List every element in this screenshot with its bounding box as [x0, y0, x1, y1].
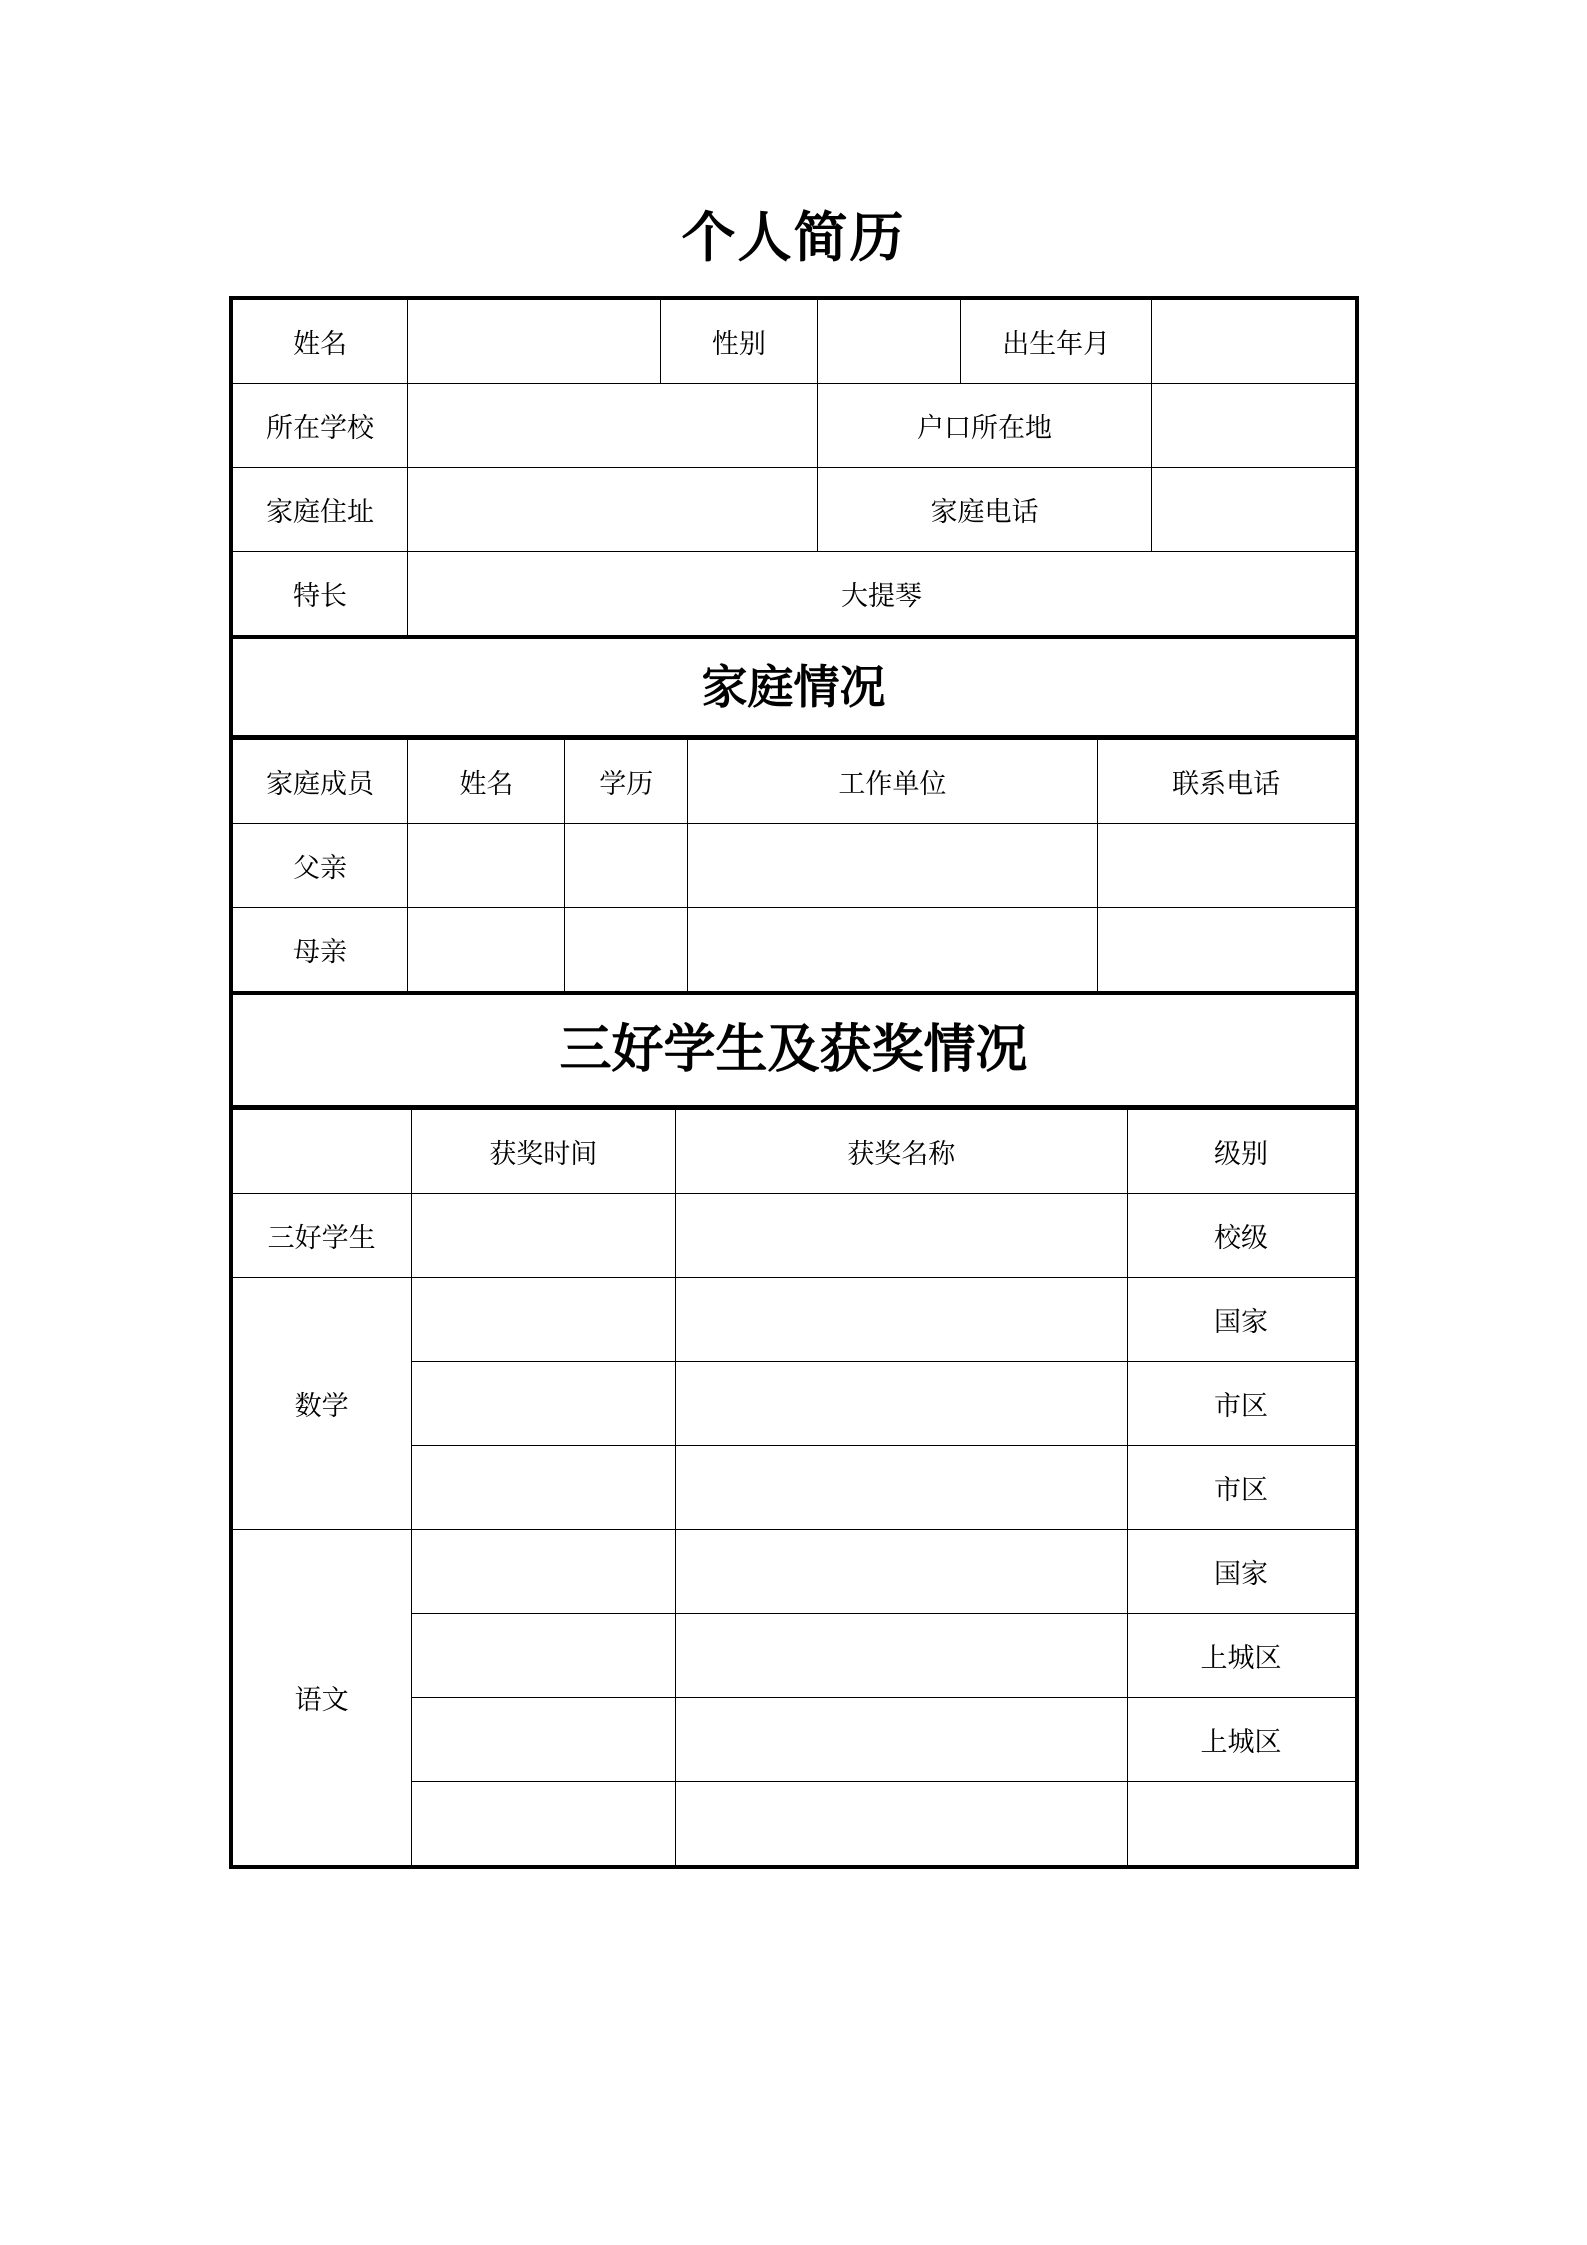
- cell-member-father: 父亲: [231, 824, 408, 908]
- label-gender: 性别: [660, 298, 817, 384]
- field-father-name[interactable]: [408, 824, 565, 908]
- header-award-level: 级别: [1127, 1110, 1356, 1194]
- field-mother-name[interactable]: [408, 908, 565, 994]
- field-award-name-1[interactable]: [675, 1278, 1127, 1362]
- table-header-row: [231, 740, 1357, 824]
- field-mother-workplace[interactable]: [688, 908, 1097, 994]
- table-header-row: [231, 1110, 1357, 1194]
- field-award-date-6[interactable]: [411, 1698, 675, 1782]
- form-container: [229, 296, 1359, 1869]
- cell-award-level-4: 国家: [1127, 1530, 1356, 1614]
- label-school: 所在学校: [231, 384, 408, 468]
- field-mother-education[interactable]: [565, 908, 688, 994]
- cell-category-merit-student: 三好学生: [231, 1194, 412, 1278]
- field-father-workplace[interactable]: [688, 824, 1097, 908]
- table-row: [231, 298, 1357, 384]
- field-household[interactable]: [1152, 384, 1357, 468]
- field-award-date-7[interactable]: [411, 1782, 675, 1868]
- field-school[interactable]: [408, 384, 817, 468]
- cell-award-level-1: 国家: [1127, 1278, 1356, 1362]
- field-award-date-3[interactable]: [411, 1446, 675, 1530]
- cell-award-level-7: [1127, 1782, 1356, 1868]
- table-row: [231, 1194, 1357, 1278]
- label-specialty: 特长: [231, 552, 408, 638]
- header-education: 学历: [565, 740, 688, 824]
- field-home-phone[interactable]: [1152, 468, 1357, 552]
- cell-category-chinese: 语文: [231, 1530, 412, 1868]
- table-row: [231, 552, 1357, 638]
- field-award-name-6[interactable]: [675, 1698, 1127, 1782]
- header-award-name: 获奖名称: [675, 1110, 1127, 1194]
- field-award-name-5[interactable]: [675, 1614, 1127, 1698]
- cell-member-mother: 母亲: [231, 908, 408, 994]
- cell-award-level-2: 市区: [1127, 1362, 1356, 1446]
- cell-award-level-6: 上城区: [1127, 1698, 1356, 1782]
- field-specialty[interactable]: 大提琴: [408, 552, 1357, 638]
- field-award-date-0[interactable]: [411, 1194, 675, 1278]
- label-home-phone: 家庭电话: [817, 468, 1151, 552]
- table-row: [231, 1530, 1357, 1614]
- header-phone: 联系电话: [1097, 740, 1356, 824]
- header-workplace: 工作单位: [688, 740, 1097, 824]
- awards-section-title: 三好学生及获奖情况: [229, 995, 1359, 1109]
- field-address[interactable]: [408, 468, 817, 552]
- field-mother-phone[interactable]: [1097, 908, 1356, 994]
- label-name: 姓名: [231, 298, 408, 384]
- awards-table: [229, 1109, 1359, 1869]
- basic-info-table: [229, 296, 1359, 639]
- header-name: 姓名: [408, 740, 565, 824]
- page-title: 个人简历: [681, 206, 906, 269]
- field-award-date-5[interactable]: [411, 1614, 675, 1698]
- header-member: 家庭成员: [231, 740, 408, 824]
- table-row: [231, 824, 1357, 908]
- table-row: [231, 468, 1357, 552]
- label-address: 家庭住址: [231, 468, 408, 552]
- field-award-name-4[interactable]: [675, 1530, 1127, 1614]
- field-name[interactable]: [408, 298, 660, 384]
- table-row: [231, 1278, 1357, 1362]
- family-section-title: 家庭情况: [229, 639, 1359, 739]
- field-award-name-2[interactable]: [675, 1362, 1127, 1446]
- field-award-date-2[interactable]: [411, 1362, 675, 1446]
- table-row: [231, 384, 1357, 468]
- label-birthdate: 出生年月: [961, 298, 1152, 384]
- header-award-date: 获奖时间: [411, 1110, 675, 1194]
- field-birthdate[interactable]: [1152, 298, 1357, 384]
- cell-category-math: 数学: [231, 1278, 412, 1530]
- cell-award-level-0: 校级: [1127, 1194, 1356, 1278]
- cell-award-level-5: 上城区: [1127, 1614, 1356, 1698]
- header-blank: [231, 1110, 412, 1194]
- field-award-name-7[interactable]: [675, 1782, 1127, 1868]
- label-household: 户口所在地: [817, 384, 1151, 468]
- field-award-date-4[interactable]: [411, 1530, 675, 1614]
- field-gender[interactable]: [817, 298, 960, 384]
- family-table: [229, 739, 1359, 995]
- table-row: [231, 908, 1357, 994]
- field-award-date-1[interactable]: [411, 1278, 675, 1362]
- field-father-phone[interactable]: [1097, 824, 1356, 908]
- field-father-education[interactable]: [565, 824, 688, 908]
- field-award-name-0[interactable]: [675, 1194, 1127, 1278]
- cell-award-level-3: 市区: [1127, 1446, 1356, 1530]
- field-award-name-3[interactable]: [675, 1446, 1127, 1530]
